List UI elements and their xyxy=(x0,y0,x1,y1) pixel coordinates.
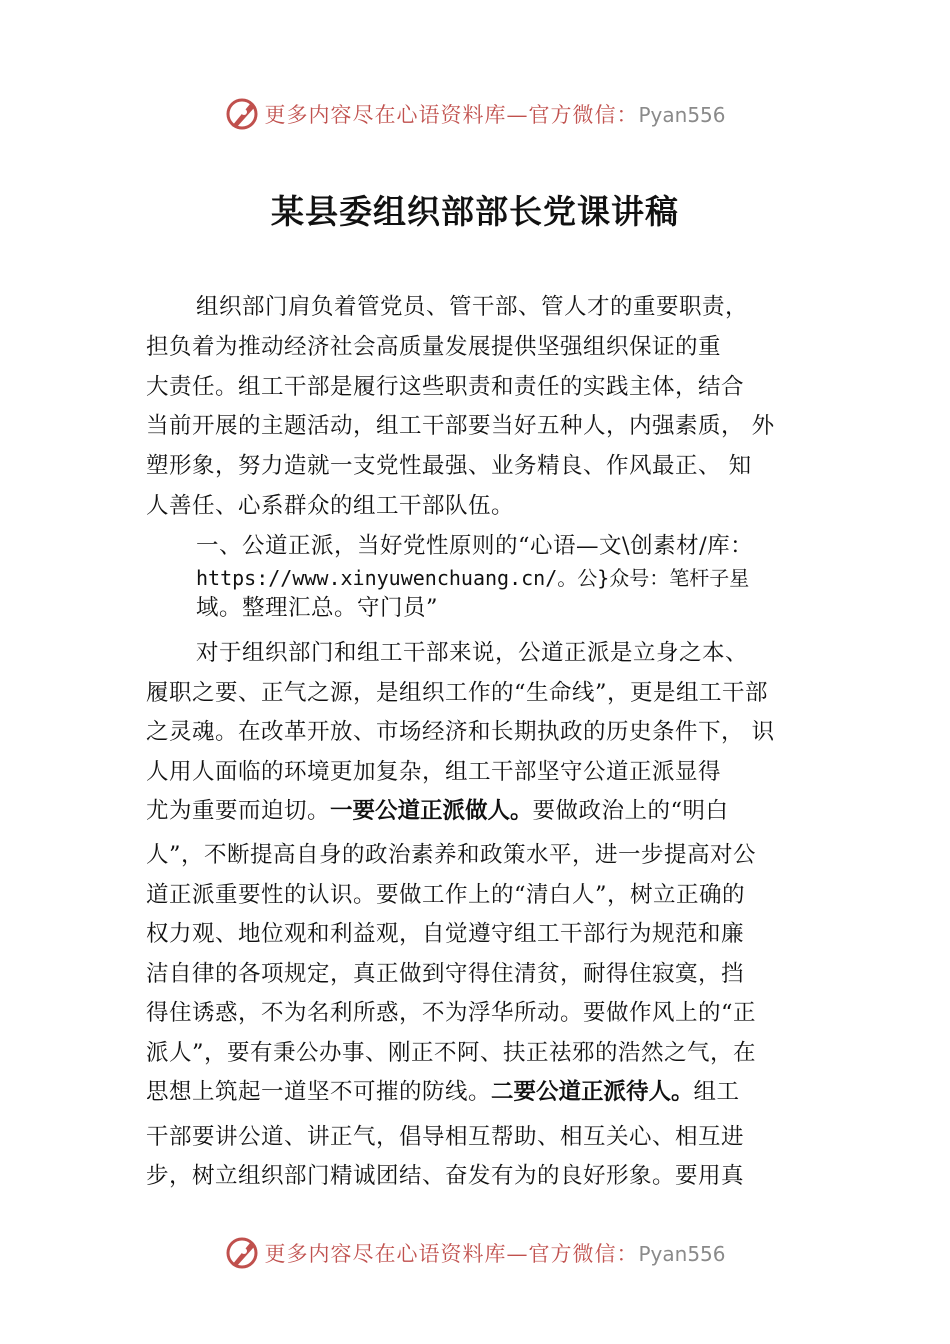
document-title: 某县委组织部部长党课讲稿 xyxy=(271,192,679,231)
pen-logo-icon xyxy=(224,96,260,132)
body-line: 域。整理汇总。守门员” xyxy=(196,595,439,621)
pen-logo-icon xyxy=(224,1235,260,1271)
body-text: 组工 xyxy=(693,1079,740,1105)
body-line: 担负着为推动经济社会高质量发展提供坚强组织保证的重 xyxy=(146,334,722,360)
body-line: 人”，不断提高自身的政治素养和政策水平，进一步提高对公 xyxy=(146,842,757,868)
body-line xyxy=(146,796,826,826)
body-line: 人用人面临的环境更加复杂，组工干部坚守公道正派显得 xyxy=(146,759,722,785)
body-line: 对于组织部门和组工干部来说，公道正派是立身之本、 xyxy=(196,640,749,666)
banner-label: 更多内容尽在心语资料库—官方微信： xyxy=(264,1242,639,1266)
banner-label: 更多内容尽在心语资料库—官方微信： xyxy=(264,103,639,127)
body-line: 得住诱惑，不为名利所惑，不为浮华所动。要做作风上的“正 xyxy=(146,1000,757,1026)
body-text: 尤为重要而迫切。 xyxy=(146,798,331,824)
body-line: 派人”，要有秉公办事、刚正不阿、扶正祛邪的浩然之气，在 xyxy=(146,1040,757,1066)
body-text: 思想上筑起一道坚不可摧的防线。 xyxy=(146,1079,492,1105)
banner-text xyxy=(264,1238,725,1268)
body-line: 塑形象，努力造就一支党性最强、业务精良、作风最正、 知 xyxy=(146,453,752,479)
body-line: 道正派重要性的认识。要做工作上的“清白人”，树立正确的 xyxy=(146,882,746,908)
footer-banner xyxy=(0,1233,950,1273)
body-line: 组织部门肩负着管党员、管干部、管人才的重要职责， xyxy=(196,294,749,320)
body-line: 权力观、地位观和利益观，自觉遵守组工干部行为规范和廉 xyxy=(146,921,745,947)
bold-phrase: 二要公道正派待人。 xyxy=(491,1079,694,1105)
body-line: 之灵魂。在改革开放、市场经济和长期执政的历史条件下， 识 xyxy=(146,719,775,745)
body-line: https://www.xinyuwenchuang.cn/。公}众号：笔杆子星 xyxy=(196,566,750,590)
bold-phrase: 一要公道正派做人。 xyxy=(330,798,533,824)
body-line: 人善任、心系群众的组工干部队伍。 xyxy=(146,493,515,519)
body-line: 当前开展的主题活动，组工干部要当好五种人，内强素质， 外 xyxy=(146,413,775,439)
body-text: 要做政治上的“明白 xyxy=(532,798,729,824)
body-line: 步，树立组织部门精诚团结、奋发有为的良好形象。要用真 xyxy=(146,1163,745,1189)
banner-wechat-id: Pyan556 xyxy=(638,1242,726,1266)
body-line xyxy=(146,1077,826,1107)
banner-wechat-id: Pyan556 xyxy=(638,103,726,127)
header-banner xyxy=(0,94,950,134)
body-line: 干部要讲公道、讲正气，倡导相互帮助、相互关心、相互进 xyxy=(146,1124,745,1150)
body-line: 履职之要、正气之源，是组织工作的“生命线”，更是组工干部 xyxy=(146,680,769,706)
body-line: 大责任。组工干部是履行这些职责和责任的实践主体，结合 xyxy=(146,374,745,400)
banner-text xyxy=(264,99,725,129)
body-line: 洁自律的各项规定，真正做到守得住清贫，耐得住寂寞，挡 xyxy=(146,961,745,987)
section-heading: 一、公道正派，当好党性原则的“心语—文\创素材/库： xyxy=(196,533,754,559)
